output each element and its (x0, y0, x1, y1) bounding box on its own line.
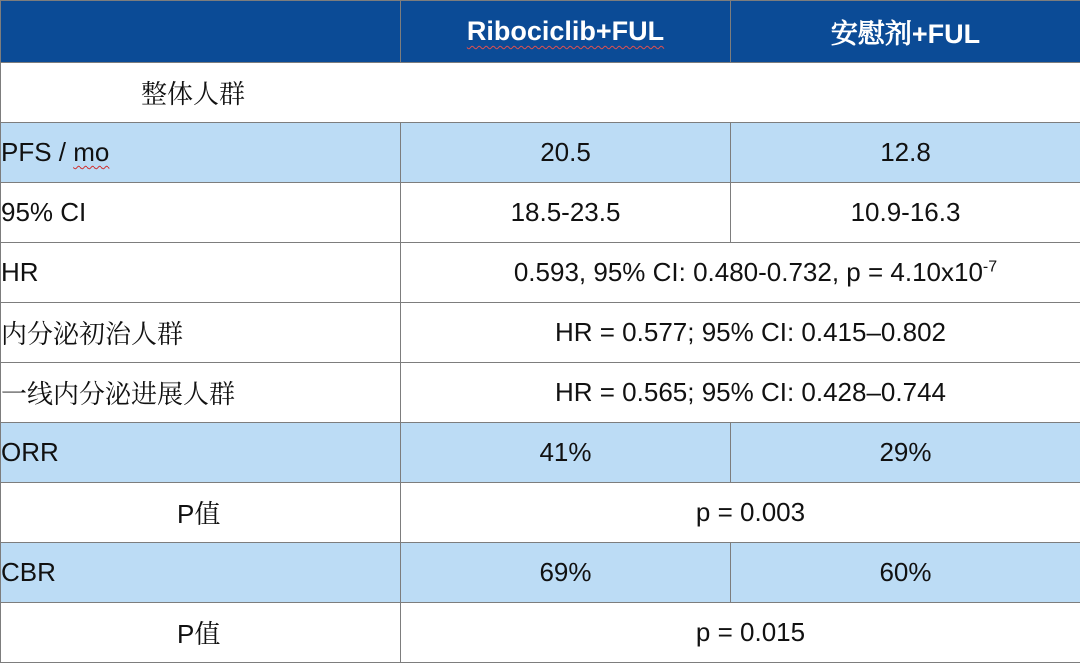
cbr-placebo-value: 60% (731, 543, 1080, 603)
ci-label: 95% CI (1, 183, 401, 243)
first-line-value: HR = 0.565; 95% CI: 0.428–0.744 (401, 363, 1080, 423)
table-row-endocrine-naive (1, 303, 1080, 363)
hr-value (401, 243, 1080, 303)
pfs-placebo-value: 12.8 (731, 123, 1080, 183)
header-ribociclib (401, 1, 731, 63)
endocrine-naive-value: HR = 0.577; 95% CI: 0.415–0.802 (401, 303, 1080, 363)
hr-label: HR (1, 243, 401, 303)
header-ribociclib-label: Ribociclib+FUL (467, 16, 664, 46)
cbr-ribociclib-value: 69% (401, 543, 731, 603)
overall-population-label: 整体人群 (1, 63, 1080, 123)
orr-label: ORR (1, 423, 401, 483)
ci-ribociclib-value: 18.5-23.5 (401, 183, 731, 243)
table-row-pfs (1, 123, 1080, 183)
orr-p-label: P值 (1, 483, 401, 543)
orr-p-value: p = 0.003 (401, 483, 1080, 543)
orr-ribociclib-value: 41% (401, 423, 731, 483)
table-row-orr-p (1, 483, 1080, 543)
pfs-ribociclib-value: 20.5 (401, 123, 731, 183)
hr-value-text: 0.593, 95% CI: 0.480-0.732, p = 4.10x10 (514, 257, 983, 287)
pfs-label (1, 123, 401, 183)
endocrine-naive-label: 内分泌初治人群 (1, 303, 401, 363)
hr-exponent: -7 (983, 258, 997, 275)
pfs-label-unit: mo (73, 137, 109, 167)
cbr-p-value: p = 0.015 (401, 603, 1080, 663)
cbr-p-label: P值 (1, 603, 401, 663)
orr-placebo-value: 29% (731, 423, 1080, 483)
cbr-label: CBR (1, 543, 401, 603)
table-row-cbr (1, 543, 1080, 603)
table-row-orr (1, 423, 1080, 483)
table-row-first-line (1, 363, 1080, 423)
table-header-row (1, 1, 1080, 63)
ci-placebo-value: 10.9-16.3 (731, 183, 1080, 243)
first-line-label: 一线内分泌进展人群 (1, 363, 401, 423)
table-row-overall (1, 63, 1080, 123)
header-placebo: 安慰剂+FUL (731, 1, 1080, 63)
header-empty-cell (1, 1, 401, 63)
table-row-hr (1, 243, 1080, 303)
pfs-label-main: PFS / (1, 137, 73, 167)
table-row-ci (1, 183, 1080, 243)
table-row-cbr-p (1, 603, 1080, 663)
